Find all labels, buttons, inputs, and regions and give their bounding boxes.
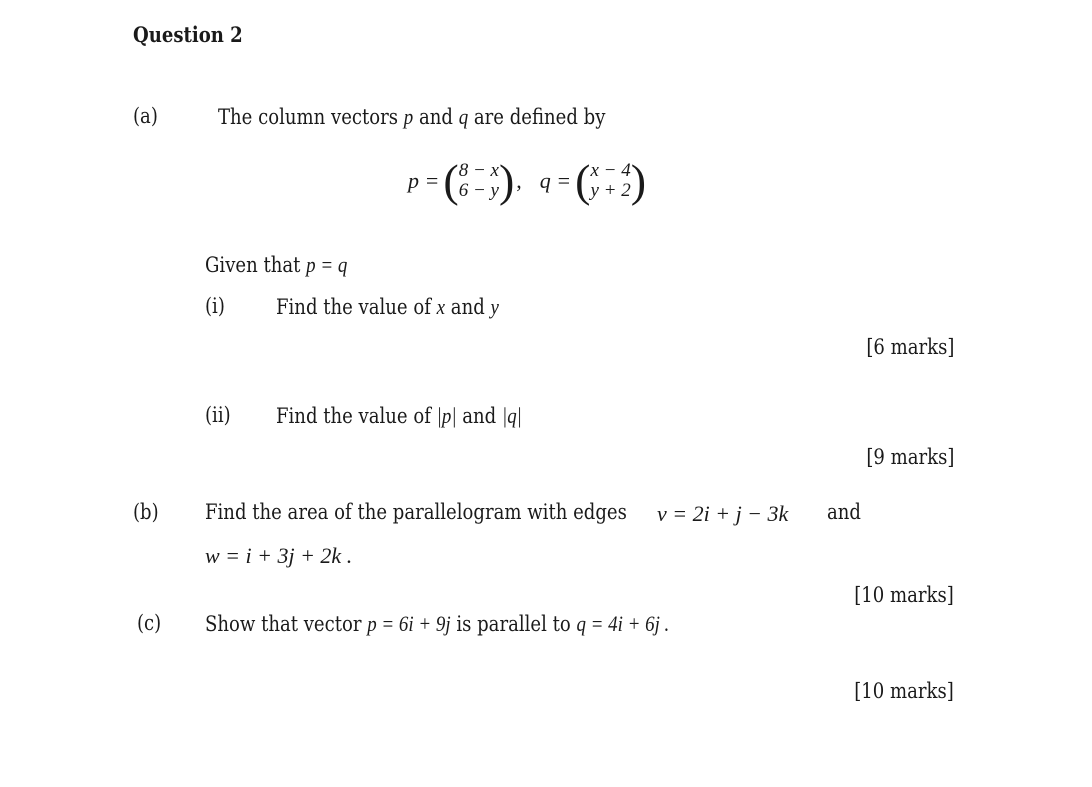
part-a-label: (a)	[133, 104, 158, 128]
right-paren-icon: )	[498, 155, 515, 206]
vector-p-top: 8 − x	[458, 160, 499, 181]
part-b-label: (b)	[133, 500, 159, 524]
given-line	[205, 252, 347, 278]
vector-q	[590, 161, 630, 201]
right-paren-icon: )	[630, 155, 647, 206]
part-b-text: Find the area of the parallelogram with edges	[205, 500, 627, 524]
sub-i-x: x	[436, 294, 446, 319]
part-c-label: (c)	[137, 611, 162, 635]
part-c-p-expr: p = 6i + 9j	[367, 611, 451, 636]
question-title: Question 2	[133, 22, 243, 47]
part-b-v-expr: v = 2i + j − 3k	[657, 501, 789, 526]
sub-ii-abs-q: |q|	[501, 403, 522, 428]
part-c-marks: [10 marks]	[854, 679, 954, 703]
sub-i-y: y	[490, 294, 499, 319]
part-b-w-expr: w = i + 3j + 2k .	[205, 543, 353, 568]
part-c-text	[205, 611, 669, 637]
vector-q-bottom: y + 2	[590, 180, 631, 201]
part-a-p: p	[403, 104, 414, 129]
left-paren-icon: (	[443, 155, 459, 206]
part-a-intro-post: are defined by	[468, 105, 606, 129]
sub-ii-label: (ii)	[205, 403, 231, 427]
vector-q-name: q =	[539, 168, 572, 193]
part-a-and: and	[413, 105, 459, 129]
vector-separator: ,	[516, 168, 522, 193]
part-c-q-expr: q = 4i + 6j .	[576, 611, 670, 636]
sub-ii-abs-p: |p|	[436, 403, 457, 428]
sub-i-marks: [6 marks]	[865, 335, 954, 359]
part-b-and: and	[827, 500, 861, 524]
sub-ii-and: and	[456, 404, 502, 428]
sub-i-text-pre: Find the value of	[276, 295, 437, 319]
vector-p	[459, 161, 499, 201]
vector-definitions	[408, 155, 647, 206]
sub-ii-text-pre: Find the value of	[276, 404, 437, 428]
sub-i-text	[276, 294, 499, 320]
vector-p-name: p =	[408, 168, 440, 193]
vector-p-bottom: 6 − y	[458, 180, 499, 201]
sub-ii-marks: [9 marks]	[865, 445, 954, 469]
sub-ii-text	[276, 403, 522, 429]
given-pre: Given that	[205, 253, 307, 277]
part-a-q: q	[458, 104, 469, 129]
part-b-marks: [10 marks]	[854, 583, 954, 607]
part-c-text-pre: Show that vector	[205, 612, 368, 636]
part-c-text-mid: is parallel to	[450, 612, 577, 636]
vector-q-top: x − 4	[590, 160, 631, 181]
sub-i-and: and	[445, 295, 491, 319]
sub-i-label: (i)	[205, 294, 225, 318]
given-math: p = q	[306, 252, 348, 277]
part-a-intro-pre: The column vectors	[218, 105, 404, 129]
left-paren-icon: (	[575, 155, 591, 206]
part-a-intro	[218, 104, 605, 130]
